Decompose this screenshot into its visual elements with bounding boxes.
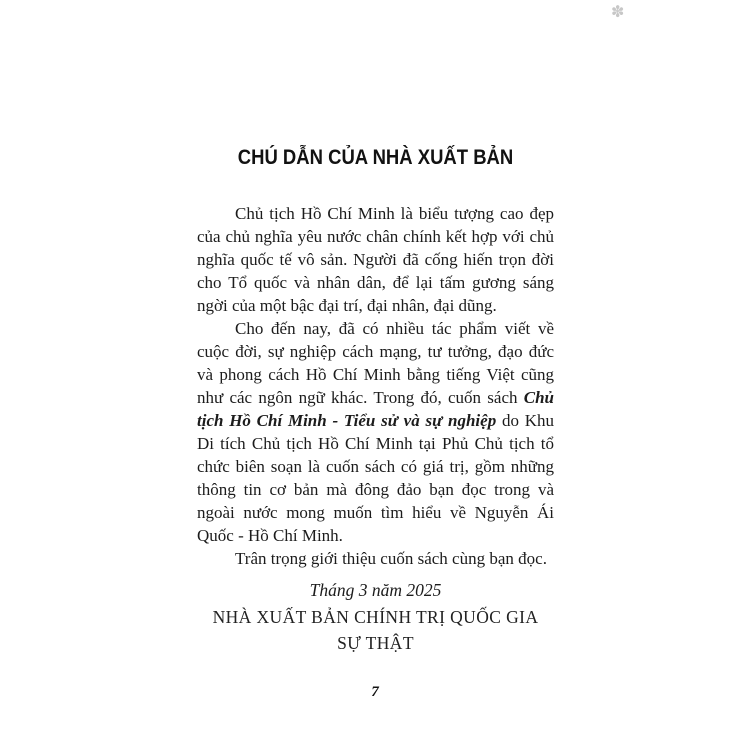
- paragraph-2-lead: Cho đến nay, đã có nhiều tác phẩm viết về cuộc đời, sự nghiệp cách mạng, tư tưởng, đạo đức và phong cách Hồ Chí Minh bằng tiếng Việt cũng như các ngôn ngữ khác. Trong đó, cuốn sách: [197, 319, 554, 407]
- paragraph-2: [197, 317, 554, 547]
- paragraph-2-tail: do Khu Di tích Chủ tịch Hồ Chí Minh tại Phủ Chủ tịch tổ chức biên soạn là cuốn sách có giá trị, gồm những thông tin cơ bản mà đông đảo bạn đọc trong và ngoài nước mong muốn tìm hiểu về Nguyễn Ái Quốc - Hồ Chí Minh.: [197, 411, 554, 545]
- signature-block: [197, 577, 554, 656]
- page-content: [197, 146, 554, 656]
- page-number: 7: [371, 684, 379, 700]
- signature-date: Tháng 3 năm 2025: [309, 580, 442, 600]
- publisher-name-line2: SỰ THẬT: [337, 633, 414, 653]
- referenced-book-title: Chủ tịch Hồ Chí Minh - Tiểu sử và sự nghiệp: [197, 388, 554, 430]
- floral-ornament-icon: ✽: [611, 2, 625, 21]
- publisher-name-line1: NHÀ XUẤT BẢN CHÍNH TRỊ QUỐC GIA: [212, 607, 539, 627]
- paragraph-3: Trân trọng giới thiệu cuốn sách cùng bạn đọc.: [235, 549, 547, 568]
- paragraph-1: Chủ tịch Hồ Chí Minh là biểu tượng cao đẹp của chủ nghĩa yêu nước chân chính kết hợp với chủ nghĩa quốc tế vô sản. Người đã cống hiến trọn đời cho Tổ quốc và nhân dân, để lại tấm gương sáng ngời của một bậc đại trí, đại nhân, đại dũng.: [197, 204, 554, 315]
- page-title: CHÚ DẪN CỦA NHÀ XUẤT BẢN: [237, 146, 514, 169]
